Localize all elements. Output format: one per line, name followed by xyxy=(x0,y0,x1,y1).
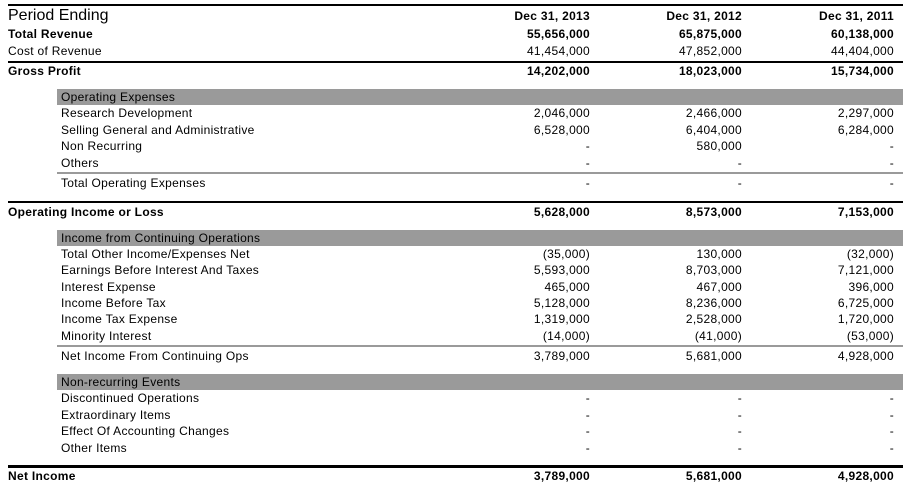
row-other-items xyxy=(0,440,916,456)
separator-line xyxy=(8,201,903,203)
period-header-2013: Dec 31, 2013 xyxy=(514,9,590,23)
row-selling-general-and-administrative xyxy=(0,122,916,138)
row-effect-of-accounting-changes xyxy=(0,423,916,439)
row-value: - xyxy=(889,176,894,190)
separator-line xyxy=(57,172,903,174)
row-others xyxy=(0,155,916,171)
row-value: - xyxy=(737,408,742,422)
row-value: - xyxy=(889,156,894,170)
row-value: - xyxy=(585,176,590,190)
row-income-before-tax xyxy=(0,295,916,311)
row-value: 55,656,000 xyxy=(526,27,590,41)
row-label: Research Development xyxy=(61,106,193,120)
period-header-2011: Dec 31, 2011 xyxy=(819,9,894,23)
row-value: 7,153,000 xyxy=(837,205,894,219)
row-value: - xyxy=(737,441,742,455)
section-header-bar xyxy=(57,89,903,105)
row-value: 1,720,000 xyxy=(837,312,894,326)
row-value: - xyxy=(585,139,590,153)
row-value: - xyxy=(585,441,590,455)
row-value: 6,725,000 xyxy=(837,296,894,310)
period-header-2012: Dec 31, 2012 xyxy=(666,9,742,23)
row-minority-interest xyxy=(0,328,916,344)
row-value: - xyxy=(889,424,894,438)
row-value: 5,628,000 xyxy=(533,205,590,219)
row-label: Total Operating Expenses xyxy=(61,176,206,190)
row-label: Effect Of Accounting Changes xyxy=(61,424,230,438)
row-value: 2,297,000 xyxy=(837,106,894,120)
row-label: Operating Income or Loss xyxy=(8,205,164,219)
row-value: 18,023,000 xyxy=(678,64,742,78)
row-operating-income-or-loss xyxy=(0,204,916,220)
row-value: - xyxy=(737,176,742,190)
row-value: - xyxy=(585,156,590,170)
row-label: Selling General and Administrative xyxy=(61,123,255,137)
row-value: 1,319,000 xyxy=(533,312,590,326)
section-header-bar xyxy=(57,374,903,390)
row-value: 3,789,000 xyxy=(533,469,590,483)
row-label: Interest Expense xyxy=(61,280,156,294)
row-value: 6,528,000 xyxy=(533,123,590,137)
row-label: Other Items xyxy=(61,441,127,455)
separator-line xyxy=(8,465,903,468)
row-label: Net Income xyxy=(8,469,76,483)
row-value: - xyxy=(889,139,894,153)
row-gross-profit xyxy=(0,63,916,79)
row-value: 5,593,000 xyxy=(533,263,590,277)
row-value: 465,000 xyxy=(544,280,590,294)
row-label: Total Revenue xyxy=(8,27,94,41)
row-value: 60,138,000 xyxy=(830,27,894,41)
row-value: 5,681,000 xyxy=(685,349,742,363)
row-value: - xyxy=(889,441,894,455)
section-title-non-recurring-events: Non-recurring Events xyxy=(61,375,181,389)
period-ending-title: Period Ending xyxy=(8,7,109,24)
section-title-operating-expenses: Operating Expenses xyxy=(61,90,176,104)
row-value: 5,681,000 xyxy=(685,469,742,483)
row-cost-of-revenue xyxy=(0,43,916,59)
row-value: (14,000) xyxy=(542,329,590,343)
row-value: - xyxy=(585,424,590,438)
row-value: 6,284,000 xyxy=(837,123,894,137)
row-non-recurring xyxy=(0,138,916,154)
row-value: 65,875,000 xyxy=(678,27,742,41)
row-value: 580,000 xyxy=(696,139,742,153)
row-value: - xyxy=(889,391,894,405)
separator-line xyxy=(57,345,903,347)
row-label: Extraordinary Items xyxy=(61,408,171,422)
header-row xyxy=(0,6,916,26)
row-label: Cost of Revenue xyxy=(8,44,102,58)
section-title-income-from-continuing-operations: Income from Continuing Operations xyxy=(61,231,261,245)
row-value: 8,573,000 xyxy=(685,205,742,219)
row-value: 8,703,000 xyxy=(685,263,742,277)
row-interest-expense xyxy=(0,279,916,295)
row-value: 130,000 xyxy=(696,247,742,261)
row-net-income xyxy=(0,468,916,484)
separator-line xyxy=(8,4,903,6)
row-value: 4,928,000 xyxy=(837,349,894,363)
row-label: Discontinued Operations xyxy=(61,391,200,405)
row-label: Gross Profit xyxy=(8,64,81,78)
row-value: (32,000) xyxy=(846,247,894,261)
row-value: - xyxy=(737,424,742,438)
row-label: Income Tax Expense xyxy=(61,312,178,326)
row-value: (35,000) xyxy=(542,247,590,261)
row-value: - xyxy=(737,391,742,405)
row-label: Net Income From Continuing Ops xyxy=(61,349,249,363)
row-value: 2,466,000 xyxy=(685,106,742,120)
row-value: (53,000) xyxy=(846,329,894,343)
row-value: 6,404,000 xyxy=(685,123,742,137)
row-label: Others xyxy=(61,156,99,170)
row-value: 3,789,000 xyxy=(533,349,590,363)
row-value: 4,928,000 xyxy=(837,469,894,483)
row-value: 47,852,000 xyxy=(678,44,742,58)
row-value: 5,128,000 xyxy=(533,296,590,310)
row-total-revenue xyxy=(0,26,916,42)
row-label: Minority Interest xyxy=(61,329,152,343)
row-value: 7,121,000 xyxy=(837,263,894,277)
row-total-other-income-expenses-net xyxy=(0,246,916,262)
row-value: 467,000 xyxy=(696,280,742,294)
row-extraordinary-items xyxy=(0,407,916,423)
row-value: 14,202,000 xyxy=(526,64,590,78)
row-value: 8,236,000 xyxy=(685,296,742,310)
row-value: (41,000) xyxy=(694,329,742,343)
row-label: Income Before Tax xyxy=(61,296,166,310)
row-label: Non Recurring xyxy=(61,139,143,153)
row-value: - xyxy=(585,408,590,422)
row-earnings-before-interest-and-taxes xyxy=(0,262,916,278)
row-research-development xyxy=(0,105,916,121)
row-value: 396,000 xyxy=(848,280,894,294)
row-value: 44,404,000 xyxy=(830,44,894,58)
row-value: 2,046,000 xyxy=(533,106,590,120)
row-value: 15,734,000 xyxy=(830,64,894,78)
row-value: - xyxy=(889,408,894,422)
row-net-income-from-continuing-ops xyxy=(0,348,916,364)
row-total-operating-expenses xyxy=(0,175,916,191)
row-value: 41,454,000 xyxy=(526,44,590,58)
row-value: - xyxy=(737,156,742,170)
separator-line xyxy=(8,61,903,63)
row-value: - xyxy=(585,391,590,405)
row-label: Earnings Before Interest And Taxes xyxy=(61,263,260,277)
row-income-tax-expense xyxy=(0,311,916,327)
row-value: 2,528,000 xyxy=(685,312,742,326)
row-label: Total Other Income/Expenses Net xyxy=(61,247,250,261)
row-discontinued-operations xyxy=(0,390,916,406)
